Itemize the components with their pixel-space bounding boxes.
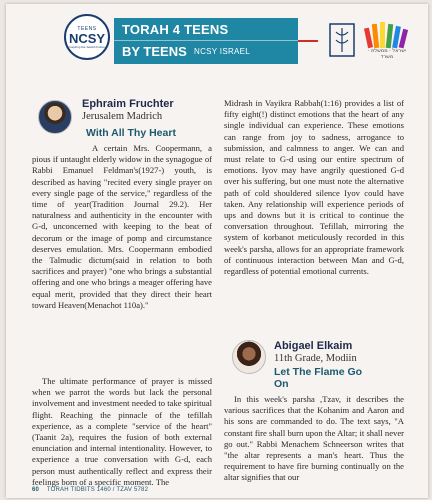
ncsy-logo-text: NCSY [68, 30, 106, 46]
ncsy-logo [64, 14, 110, 60]
article2-title-line1: Let The Flame Go [274, 366, 363, 378]
partner-logo-caption: ישראל · ממשלת · משרד [367, 48, 407, 60]
page-footer [32, 487, 148, 493]
article1-title: With All Thy Heart [86, 127, 176, 139]
article2-author: Abigael Elkaim [274, 340, 353, 352]
ncsy-logo-tagline: Inspiring the Jewish Future [69, 44, 105, 49]
article2-role: 11th Grade, Modiin [274, 353, 357, 364]
banner-divider [114, 40, 298, 41]
colorful-bars-icon [362, 20, 412, 50]
header-accent-line [298, 40, 318, 42]
israel-emblem-icon [322, 18, 362, 64]
partner-logo [362, 20, 412, 62]
section-banner [114, 18, 298, 64]
page-number: 60 [32, 487, 40, 493]
ncsy-logo-top-text: TEENS [77, 25, 97, 32]
article1-author: Ephraim Fruchter [82, 98, 174, 110]
magazine-page [6, 4, 428, 498]
banner-org-label: NCSY ISRAEL [194, 47, 251, 56]
article1-paragraph-1: A certain Mrs. Coopermann, a pious if untaught elderly widow in the synagogue of Rabbi Emanuel Feldman's(1927-) youth, is described as having "recited every single prayer on every single page of the service," regardless of the time of year(Tradition Journal 29.2). Her naturalness and authenticity in the encounter with G-d, unconcerned with keeping to the beat of decorum or the image of pomp and circumstance deserves emulation. Mrs. Coopermann embodied the Talmudic dictum(said in relation to both sacrifices and prayer) "one who brings a substantial offering and one who brings a meager offering have equal merit, provided that they direct their heart toward Heaven(Menachot 110a)." [32, 143, 212, 310]
banner-subtitle: BY TEENS [122, 44, 187, 59]
page-header [6, 4, 428, 70]
article1-paragraph-3: Midrash in Vayikra Rabbah(1:16) provides a list of fifty eight(!) distinct emotions that the heart of any single individual can experience. These emotions can range from joy to sadness, arrogance to submission, and calmness to anger. We can and must relate to G-d using our entire spectrum of emotions. Iyov may have angrily questioned G-d over his suffering, but one must note the alternative path of cold shouldered silence Iyov could have taken. Any relationship will experience periods of ups and downs but it is critical to continue the conversation throughout. Tefillah, mirroring the system of korbanot meticulously recorded in this week's parsha, allows for an appropriate framework of continuous interaction between Man and G-d, regardless of potential emotional currents. [224, 98, 404, 277]
article1-role: Jerusalem Madrich [82, 111, 163, 122]
article2-title-line2: On [274, 378, 289, 390]
author-photo-ephraim [38, 100, 72, 134]
banner-title: TORAH 4 TEENS [122, 22, 229, 37]
article1-paragraph-2: The ultimate performance of prayer is missed when we parrot the words but lack the personal involvement and investment needed to take spiritual flight. Reaching the pinnacle of the tefillah experience, as a complete "service of the heart"(Taanit 2a), requires the fusion of both external enunciation and internal intentionality. However, to experience a true conversation with G-d, each person must authentically reflect and express their feelings born of a specific moment. The [32, 376, 212, 487]
author-photo-abigael [232, 340, 266, 374]
article2-paragraph-1: In this week's parsha ,Tzav, it describes the various sacrifices that the Kohanim and Aaron and his sons are commanded to do. The text says, "A constant fire shall burn upon the Altar; it shall never go out." Rabbi Menachem Schneerson writes that "the altar represents a man's heart. Thus the requirement to have fire burning continually on the altar signifies that our [224, 394, 404, 483]
publication-label: TORAH TIDBITS 1460 / TZAV 5782 [46, 487, 149, 493]
